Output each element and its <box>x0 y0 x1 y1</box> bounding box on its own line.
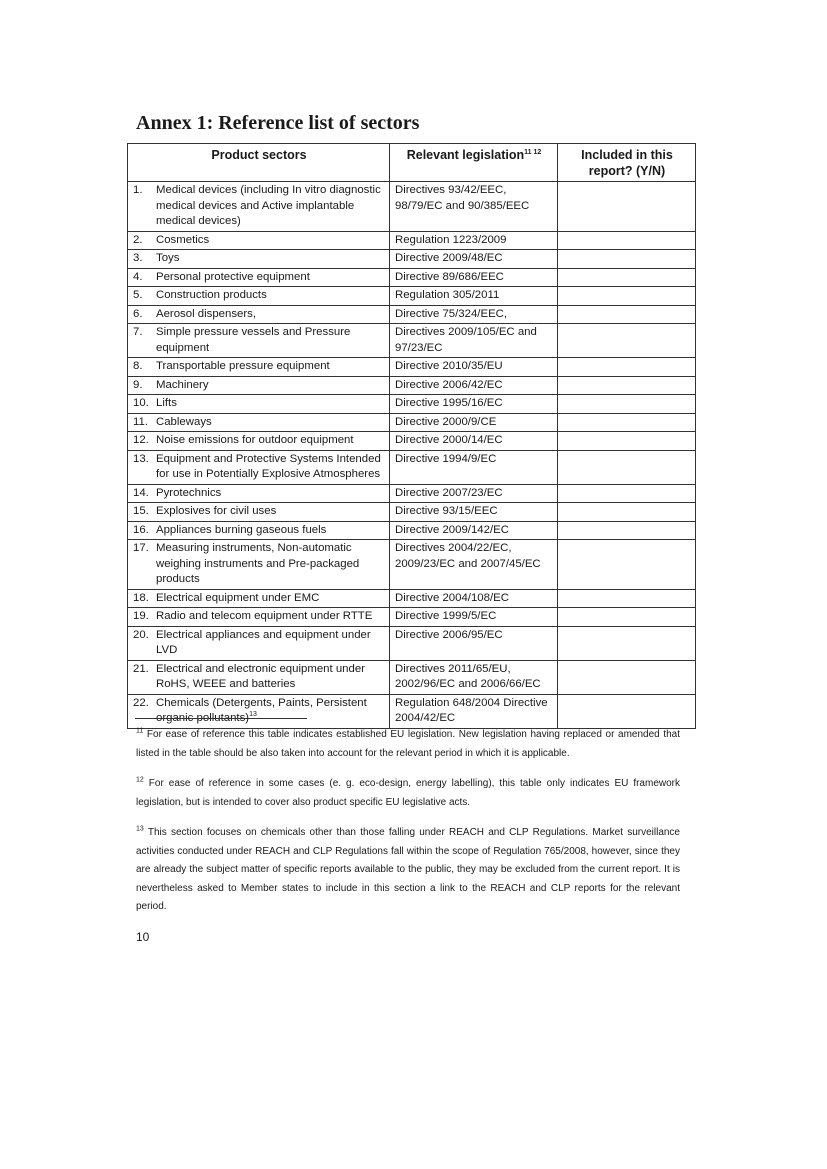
header-legislation-label: Relevant legislation <box>406 148 525 162</box>
sector-name-text: Equipment and Protective Systems Intended for use in Potentially Explosive Atmospheres <box>156 452 381 480</box>
sector-name-text: Simple pressure vessels and Pressure equipment <box>156 326 351 354</box>
sector-name-text: Lifts <box>156 397 177 409</box>
sector-name <box>156 288 385 304</box>
sector-name-text: Cableways <box>156 415 212 428</box>
sector-cell <box>128 450 390 484</box>
sector-name <box>156 270 385 286</box>
table-row <box>128 521 696 540</box>
sector-name-text: Electrical and electronic equipment under RoHS, WEEE and batteries <box>156 662 365 690</box>
sector-name <box>156 307 385 323</box>
legislation-cell: Directive 2006/95/EC <box>390 626 558 660</box>
sector-name-text: Noise emissions for outdoor equipment <box>156 434 354 446</box>
sector-number: 14. <box>133 486 149 499</box>
sector-name-text: Machinery <box>156 378 209 391</box>
sector-number: 13. <box>133 452 149 465</box>
footnote <box>136 726 680 763</box>
legislation-cell: Regulation 305/2011 <box>390 287 558 306</box>
sector-number: 9. <box>133 378 143 391</box>
included-cell[interactable] <box>558 540 696 590</box>
sector-name <box>156 415 385 431</box>
included-cell[interactable] <box>558 250 696 269</box>
sector-cell <box>128 521 390 540</box>
included-cell[interactable] <box>558 432 696 451</box>
sector-number: 17. <box>133 542 149 554</box>
sector-number: 19. <box>133 610 149 622</box>
table-row <box>128 324 696 358</box>
table-row <box>128 287 696 306</box>
sector-cell <box>128 484 390 503</box>
legislation-cell: Directives 2004/22/EC, 2009/23/EC and 2007/45/EC <box>390 540 558 590</box>
sector-number: 11. <box>133 415 148 428</box>
sector-cell <box>128 413 390 432</box>
header-legislation-footnote-refs: 11 12 <box>524 148 542 156</box>
sector-cell <box>128 626 390 660</box>
sector-number: 7. <box>133 326 143 338</box>
table-row <box>128 250 696 269</box>
legislation-cell: Regulation 1223/2009 <box>390 231 558 250</box>
sector-cell <box>128 182 390 232</box>
sector-name-text: Transportable pressure equipment <box>156 360 330 372</box>
sector-cell <box>128 287 390 306</box>
sector-cell <box>128 250 390 269</box>
sector-name <box>156 378 385 394</box>
included-cell[interactable] <box>558 395 696 414</box>
sector-name-text: Construction products <box>156 289 267 301</box>
legislation-cell: Directive 2009/142/EC <box>390 521 558 540</box>
footnotes <box>136 726 680 929</box>
table-row <box>128 484 696 503</box>
included-cell[interactable] <box>558 376 696 395</box>
legislation-cell: Directive 2010/35/EU <box>390 358 558 377</box>
legislation-cell: Directive 93/15/EEC <box>390 503 558 522</box>
footnote <box>136 824 680 917</box>
table-row <box>128 395 696 414</box>
sector-name-text: Aerosol dispensers, <box>156 307 257 320</box>
table-row <box>128 608 696 627</box>
sector-cell <box>128 660 390 694</box>
sector-name <box>156 696 385 727</box>
sector-number: 21. <box>133 662 149 675</box>
sector-name <box>156 433 385 449</box>
sector-number: 3. <box>133 252 143 264</box>
legislation-cell: Directives 93/42/EEC, 98/79/EC and 90/385/EEC <box>390 182 558 232</box>
table-row <box>128 540 696 590</box>
sector-number: 10. <box>133 397 149 409</box>
sector-number: 16. <box>133 523 149 536</box>
sector-number: 8. <box>133 360 143 372</box>
legislation-cell: Directive 89/686/EEC <box>390 268 558 287</box>
sector-cell <box>128 358 390 377</box>
sector-name <box>156 662 385 693</box>
sector-cell <box>128 324 390 358</box>
sector-cell <box>128 268 390 287</box>
table-row <box>128 268 696 287</box>
sector-name <box>156 486 385 502</box>
sector-cell <box>128 231 390 250</box>
sector-number: 12. <box>133 434 149 446</box>
sector-name <box>156 591 385 607</box>
sector-cell <box>128 540 390 590</box>
included-cell[interactable] <box>558 268 696 287</box>
sector-cell <box>128 694 390 728</box>
legislation-cell: Directive 1999/5/EC <box>390 608 558 627</box>
footnote-text: For ease of reference this table indicates established EU legislation. New legislation having replaced or amended that listed in the table should be also taken into account for the relevant period in which it is applicable. <box>136 729 681 759</box>
included-cell[interactable] <box>558 324 696 358</box>
legislation-cell: Directive 1994/9/EC <box>390 450 558 484</box>
sector-name <box>156 233 385 249</box>
header-relevant-legislation <box>390 144 558 182</box>
footnote-text: For ease of reference in some cases (e. g. eco-design, energy labelling), this table only indicates EU framework legislation, but is intended to cover also product specific EU legislative acts. <box>136 778 681 808</box>
sector-number: 15. <box>133 505 149 517</box>
table-row <box>128 182 696 232</box>
sector-cell <box>128 432 390 451</box>
table-row <box>128 450 696 484</box>
legislation-cell: Regulation 648/2004 Directive 2004/42/EC <box>390 694 558 728</box>
included-cell[interactable] <box>558 305 696 324</box>
sector-name <box>156 541 385 588</box>
included-cell[interactable] <box>558 503 696 522</box>
sector-cell <box>128 376 390 395</box>
sector-name <box>156 609 385 625</box>
sector-name-text: Electrical appliances and equipment under LVD <box>156 628 371 656</box>
included-cell[interactable] <box>558 694 696 728</box>
sector-cell <box>128 305 390 324</box>
footnote-divider <box>135 718 307 719</box>
table-row <box>128 626 696 660</box>
included-cell[interactable] <box>558 182 696 232</box>
sectors-table <box>127 143 696 729</box>
included-cell[interactable] <box>558 589 696 608</box>
table-row <box>128 305 696 324</box>
sector-name <box>156 359 385 375</box>
table-row <box>128 413 696 432</box>
sector-name-text: Measuring instruments, Non-automatic weighing instruments and Pre-packaged products <box>156 542 360 585</box>
legislation-cell: Directive 1995/16/EC <box>390 395 558 414</box>
legislation-cell: Directive 2004/108/EC <box>390 589 558 608</box>
table-row <box>128 694 696 728</box>
sector-footnote-ref: 13 <box>249 711 257 719</box>
footnote-number: 11 <box>136 727 144 735</box>
sector-number: 6. <box>133 307 143 320</box>
table-row <box>128 432 696 451</box>
sector-name <box>156 183 385 230</box>
sector-name-text: Appliances burning gaseous fuels <box>156 523 327 536</box>
sector-name <box>156 325 385 356</box>
included-cell[interactable] <box>558 413 696 432</box>
table-row <box>128 503 696 522</box>
included-cell[interactable] <box>558 608 696 627</box>
sector-number: 2. <box>133 233 143 246</box>
sector-cell <box>128 503 390 522</box>
sector-name <box>156 452 385 483</box>
footnote-text: This section focuses on chemicals other than those falling under REACH and CLP Regulations. Market surveillance activities conducted under REACH and CLP Regulations fall within the scope of Regulation 765/2008, however, since they are already the subject matter of specific reports available to the public, they may be excluded from the current report. It is nevertheless asked to Member states to include in this section a link to the REACH and CLP reports for the relevant period. <box>136 827 680 912</box>
legislation-cell: Directive 2006/42/EC <box>390 376 558 395</box>
sector-name <box>156 396 385 412</box>
header-included: Included in this report? (Y/N) <box>558 144 696 182</box>
legislation-cell: Directive 2007/23/EC <box>390 484 558 503</box>
sector-name-text: Medical devices (including In vitro diagnostic medical devices and Active implantable medical devices) <box>156 184 381 227</box>
table-row <box>128 376 696 395</box>
table-header-row <box>128 144 696 182</box>
included-cell[interactable] <box>558 358 696 377</box>
sector-name-text: Personal protective equipment <box>156 270 310 283</box>
sector-name-text: Electrical equipment under EMC <box>156 591 320 604</box>
sector-name <box>156 504 385 520</box>
sector-name-text: Radio and telecom equipment under RTTE <box>156 610 373 622</box>
legislation-cell: Directive 2000/9/CE <box>390 413 558 432</box>
sector-name <box>156 628 385 659</box>
sector-number: 4. <box>133 270 143 283</box>
sector-number: 18. <box>133 591 149 604</box>
sector-cell <box>128 395 390 414</box>
table-row <box>128 358 696 377</box>
table-row <box>128 589 696 608</box>
sector-name-text: Cosmetics <box>156 233 210 246</box>
sector-name-text: Explosives for civil uses <box>156 505 277 517</box>
included-cell[interactable] <box>558 231 696 250</box>
included-cell[interactable] <box>558 521 696 540</box>
footnote-number: 13 <box>136 825 144 833</box>
sector-name-text: Chemicals (Detergents, Paints, Persistent organic pollutants) <box>156 696 367 724</box>
sector-name-text: Pyrotechnics <box>156 486 222 499</box>
sector-number: 20. <box>133 628 149 641</box>
included-cell[interactable] <box>558 450 696 484</box>
table-row <box>128 660 696 694</box>
sector-number: 5. <box>133 289 143 301</box>
footnote-number: 12 <box>136 776 144 784</box>
sector-name-text: Toys <box>156 252 180 264</box>
page-heading: Annex 1: Reference list of sectors <box>136 112 420 134</box>
page-number: 10 <box>136 930 150 944</box>
sector-cell <box>128 608 390 627</box>
legislation-cell: Directive 2000/14/EC <box>390 432 558 451</box>
included-cell[interactable] <box>558 287 696 306</box>
sector-name <box>156 251 385 267</box>
header-product-sectors: Product sectors <box>128 144 390 182</box>
table-row <box>128 231 696 250</box>
sector-number: 1. <box>133 184 143 196</box>
legislation-cell: Directives 2011/65/EU, 2002/96/EC and 2006/66/EC <box>390 660 558 694</box>
legislation-cell: Directive 75/324/EEC, <box>390 305 558 324</box>
included-cell[interactable] <box>558 626 696 660</box>
legislation-cell: Directives 2009/105/EC and 97/23/EC <box>390 324 558 358</box>
sector-cell <box>128 589 390 608</box>
included-cell[interactable] <box>558 660 696 694</box>
sector-number: 22. <box>133 696 149 709</box>
legislation-cell: Directive 2009/48/EC <box>390 250 558 269</box>
sector-name <box>156 523 385 539</box>
footnote <box>136 775 680 812</box>
included-cell[interactable] <box>558 484 696 503</box>
